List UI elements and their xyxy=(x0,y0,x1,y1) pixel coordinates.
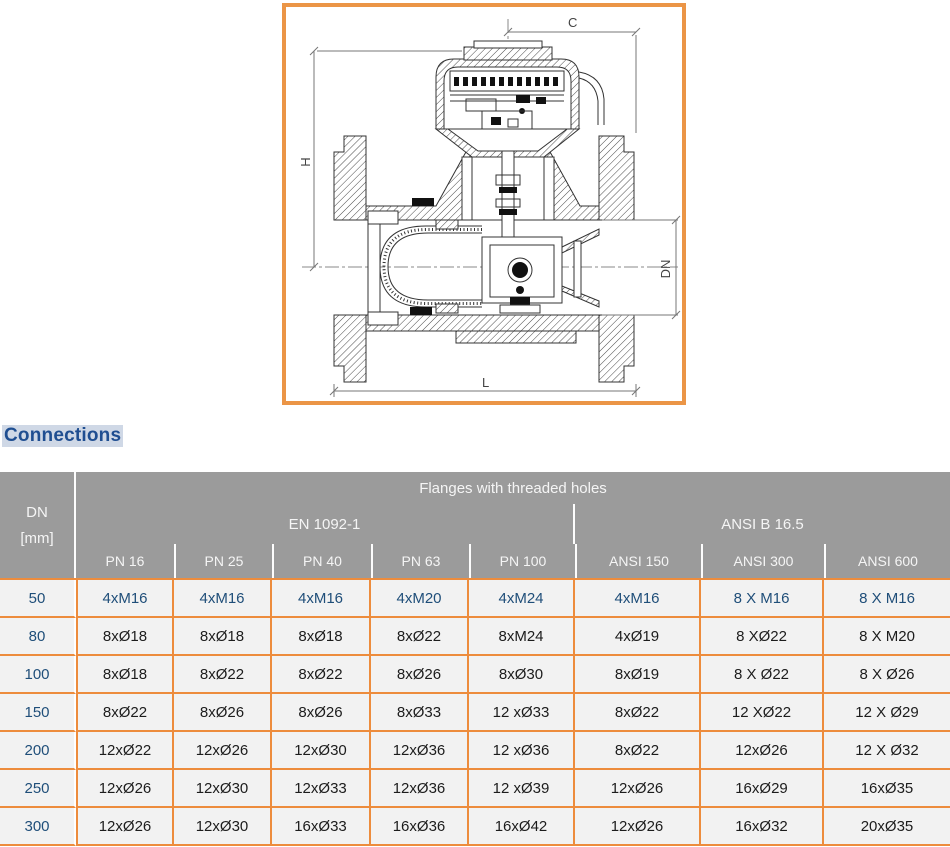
connections-table xyxy=(0,472,950,846)
row-50-dn: 50 xyxy=(0,580,76,618)
row-250-cell-3: 12xØ36 xyxy=(371,770,469,808)
table-body xyxy=(0,578,950,846)
row-150-cell-2: 8xØ26 xyxy=(272,694,371,732)
meter-cross-section-drawing xyxy=(282,3,686,405)
row-100-cell-6: 8 X Ø22 xyxy=(701,656,824,694)
header-col-pn63: PN 63 xyxy=(371,544,469,578)
header-mm: [mm] xyxy=(20,529,54,547)
row-300-dn: 300 xyxy=(0,808,76,846)
row-100-cell-1: 8xØ22 xyxy=(174,656,272,694)
row-50-cell-7: 8 X M16 xyxy=(824,580,950,618)
header-group-en1092: EN 1092-1 xyxy=(76,504,575,544)
section-heading-connections: Connections xyxy=(4,425,122,446)
row-50-cell-2: 4xM16 xyxy=(272,580,371,618)
row-50-cell-6: 8 X M16 xyxy=(701,580,824,618)
row-300-cell-6: 16xØ32 xyxy=(701,808,824,846)
dim-label-c: C xyxy=(568,15,578,30)
header-col-pn25: PN 25 xyxy=(174,544,272,578)
header-flanges: Flanges with threaded holes xyxy=(419,479,607,497)
row-250-cell-4: 12 xØ39 xyxy=(469,770,575,808)
row-300-cell-4: 16xØ42 xyxy=(469,808,575,846)
row-100-cell-4: 8xØ30 xyxy=(469,656,575,694)
header-col-ansi600: ANSI 600 xyxy=(824,544,950,578)
header-dn-mm xyxy=(0,472,76,578)
row-200-cell-0: 12xØ22 xyxy=(76,732,174,770)
row-150-cell-1: 8xØ26 xyxy=(174,694,272,732)
row-150-cell-0: 8xØ22 xyxy=(76,694,174,732)
row-80-cell-2: 8xØ18 xyxy=(272,618,371,656)
row-50-cell-0: 4xM16 xyxy=(76,580,174,618)
row-100-dn: 100 xyxy=(0,656,76,694)
dim-label-l: L xyxy=(482,375,490,390)
row-80-cell-6: 8 XØ22 xyxy=(701,618,824,656)
row-200-cell-4: 12 xØ36 xyxy=(469,732,575,770)
row-150-cell-7: 12 X Ø29 xyxy=(824,694,950,732)
row-50-cell-3: 4xM20 xyxy=(371,580,469,618)
row-100-cell-7: 8 X Ø26 xyxy=(824,656,950,694)
header-col-ansi150: ANSI 150 xyxy=(575,544,701,578)
row-150-cell-5: 8xØ22 xyxy=(575,694,701,732)
row-200-cell-1: 12xØ26 xyxy=(174,732,272,770)
row-200-cell-3: 12xØ36 xyxy=(371,732,469,770)
header-col-ansi300: ANSI 300 xyxy=(701,544,824,578)
row-50-cell-4: 4xM24 xyxy=(469,580,575,618)
meter-drawing-svg xyxy=(286,7,682,401)
row-250-cell-5: 12xØ26 xyxy=(575,770,701,808)
row-200-cell-2: 12xØ30 xyxy=(272,732,371,770)
row-100-cell-5: 8xØ19 xyxy=(575,656,701,694)
dim-label-dn: DN xyxy=(658,259,673,279)
row-80-cell-0: 8xØ18 xyxy=(76,618,174,656)
row-80-cell-1: 8xØ18 xyxy=(174,618,272,656)
row-200-dn: 200 xyxy=(0,732,76,770)
row-100-cell-3: 8xØ26 xyxy=(371,656,469,694)
row-80-cell-3: 8xØ22 xyxy=(371,618,469,656)
row-250-cell-1: 12xØ30 xyxy=(174,770,272,808)
row-80-dn: 80 xyxy=(0,618,76,656)
row-150-cell-6: 12 XØ22 xyxy=(701,694,824,732)
row-250-cell-6: 16xØ29 xyxy=(701,770,824,808)
row-300-cell-1: 12xØ30 xyxy=(174,808,272,846)
row-80-cell-5: 4xØ19 xyxy=(575,618,701,656)
row-200-cell-6: 12xØ26 xyxy=(701,732,824,770)
header-group-ansi: ANSI B 16.5 xyxy=(721,515,804,533)
row-250-cell-0: 12xØ26 xyxy=(76,770,174,808)
row-150-dn: 150 xyxy=(0,694,76,732)
row-250-cell-7: 16xØ35 xyxy=(824,770,950,808)
dim-label-h: H xyxy=(298,157,313,167)
header-col-pn40: PN 40 xyxy=(272,544,371,578)
header-col-pn100: PN 100 xyxy=(469,544,575,578)
header-col-pn16: PN 16 xyxy=(105,553,145,569)
row-250-dn: 250 xyxy=(0,770,76,808)
row-80-cell-7: 8 X M20 xyxy=(824,618,950,656)
row-300-cell-7: 20xØ35 xyxy=(824,808,950,846)
row-300-cell-2: 16xØ33 xyxy=(272,808,371,846)
row-80-cell-4: 8xM24 xyxy=(469,618,575,656)
row-150-cell-3: 8xØ33 xyxy=(371,694,469,732)
header-dn: DN xyxy=(26,503,48,521)
row-250-cell-2: 12xØ33 xyxy=(272,770,371,808)
row-200-cell-7: 12 X Ø32 xyxy=(824,732,950,770)
table-header xyxy=(0,472,950,578)
row-300-cell-3: 16xØ36 xyxy=(371,808,469,846)
row-300-cell-5: 12xØ26 xyxy=(575,808,701,846)
row-300-cell-0: 12xØ26 xyxy=(76,808,174,846)
row-200-cell-5: 8xØ22 xyxy=(575,732,701,770)
row-100-cell-2: 8xØ22 xyxy=(272,656,371,694)
row-50-cell-1: 4xM16 xyxy=(174,580,272,618)
meter-body xyxy=(302,19,678,382)
row-150-cell-4: 12 xØ33 xyxy=(469,694,575,732)
row-50-cell-5: 4xM16 xyxy=(575,580,701,618)
row-100-cell-0: 8xØ18 xyxy=(76,656,174,694)
